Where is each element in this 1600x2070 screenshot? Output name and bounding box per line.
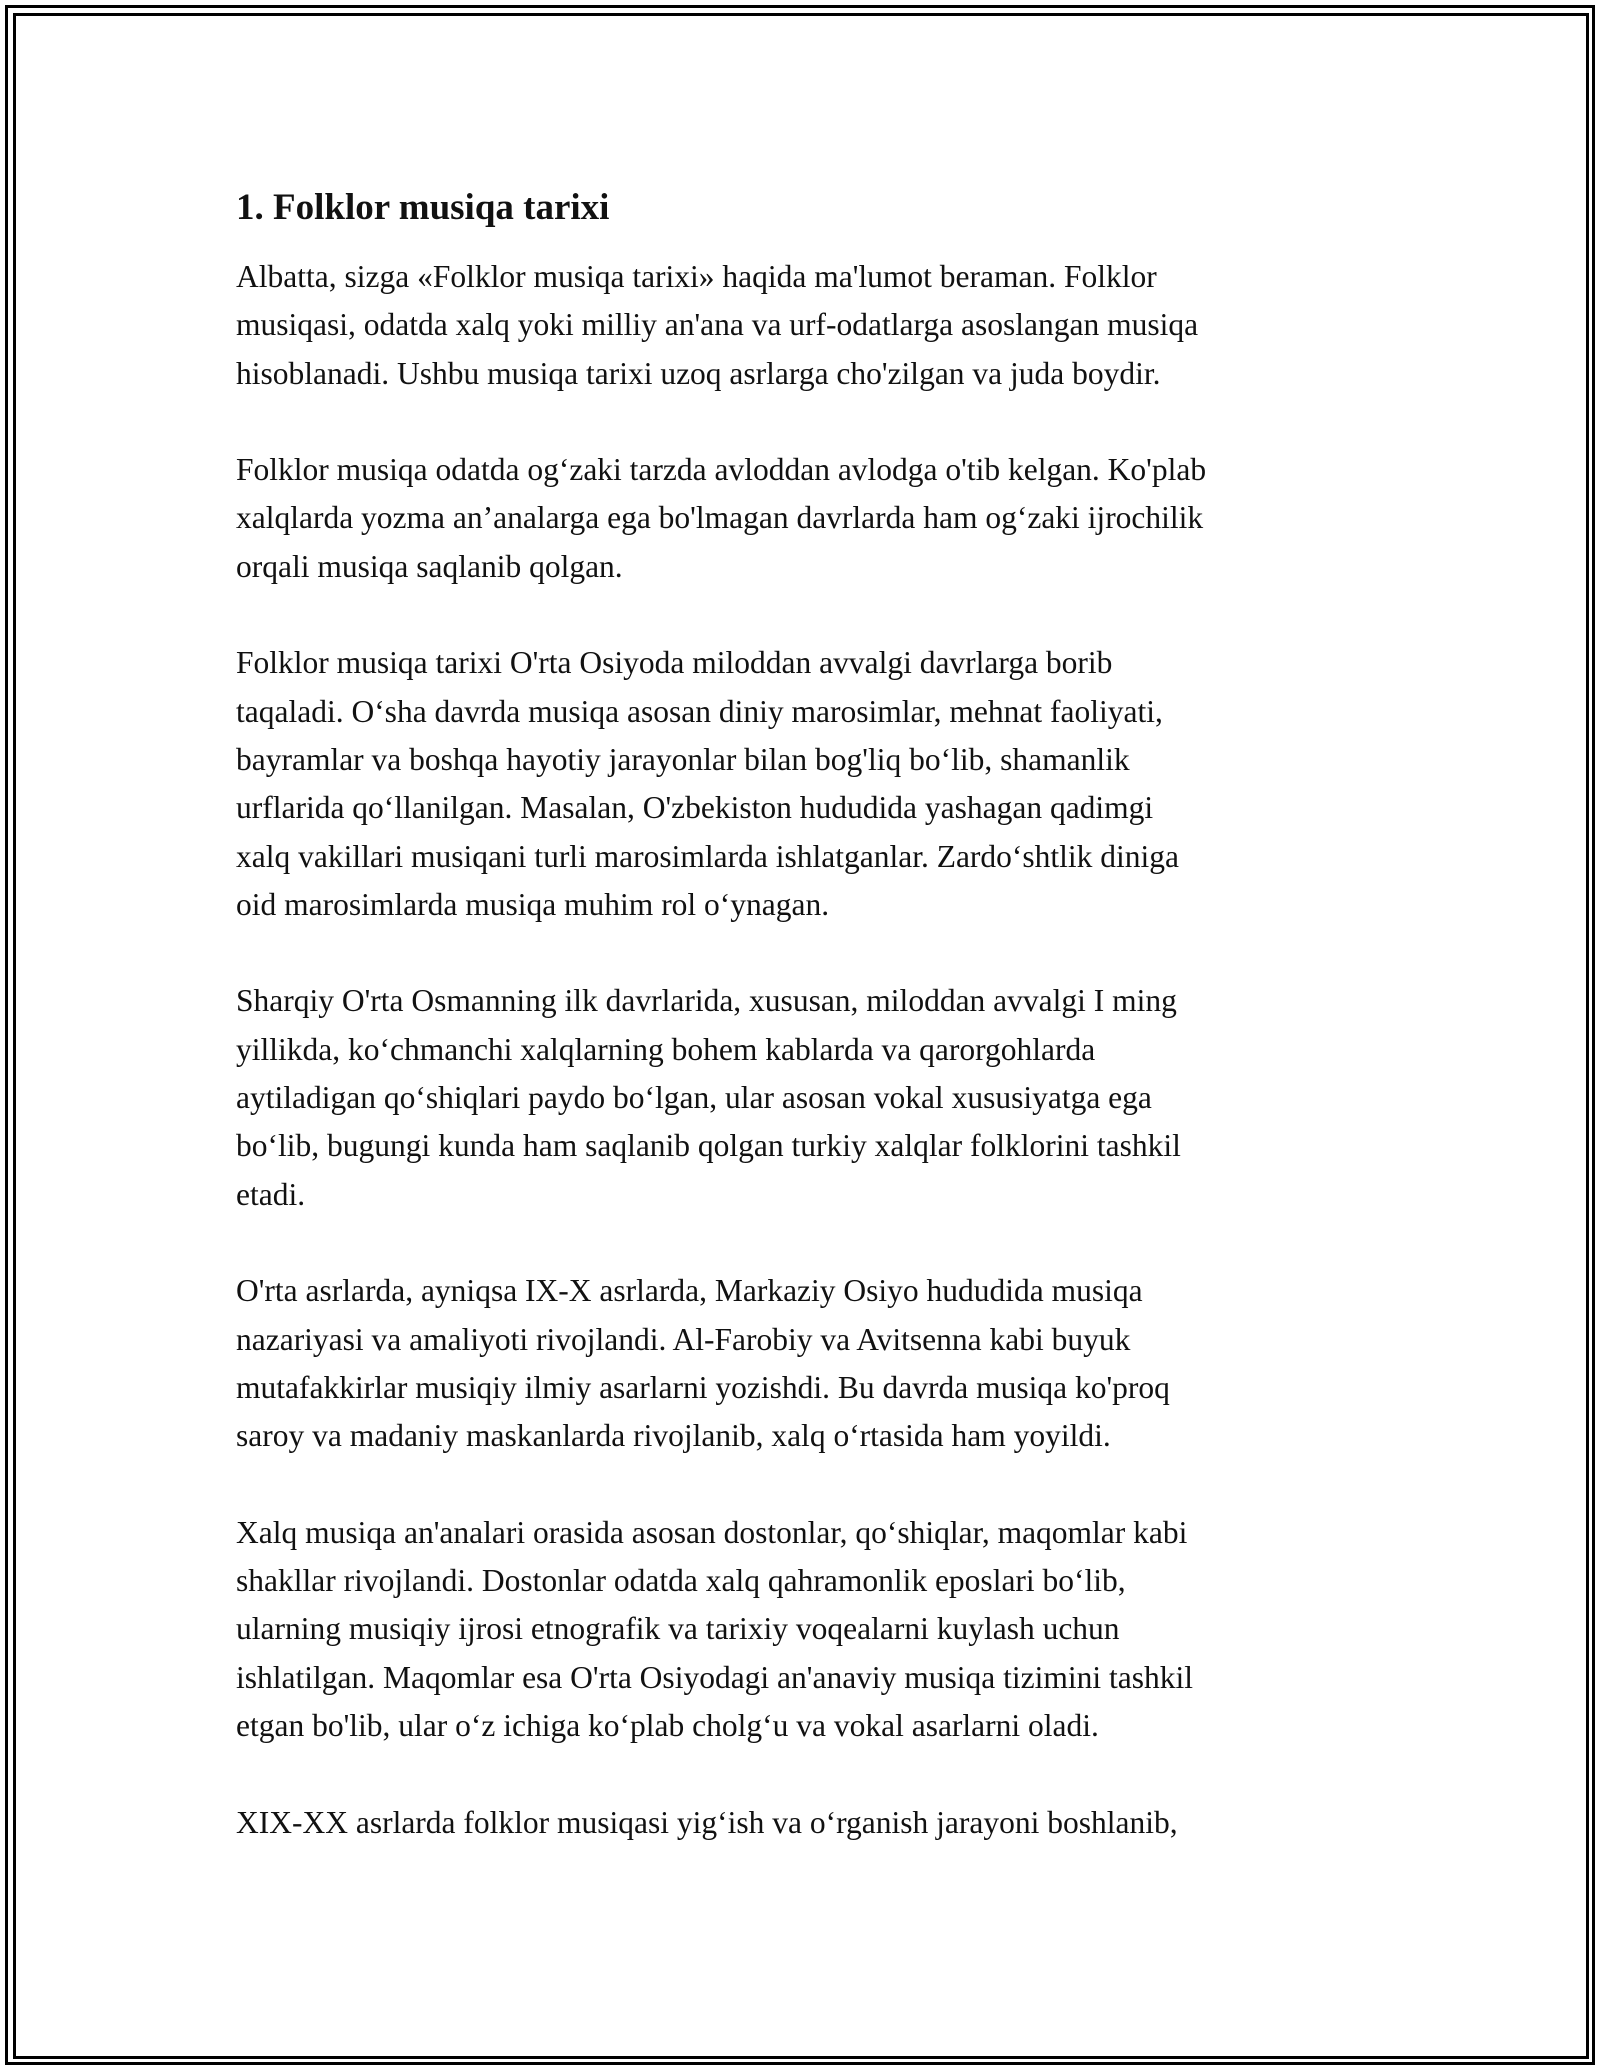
paragraph-line: nazariyasi va amaliyoti rivojlandi. Al-Farobiy va Avitsenna kabi buyuk <box>236 1321 1131 1357</box>
paragraph-oral-tradition <box>236 446 1396 591</box>
paragraph-line: Sharqiy O'rta Osmanning ilk davrlarida, xususan, miloddan avvalgi I ming <box>236 983 1177 1019</box>
paragraph-line: oid marosimlarda musiqa muhim rol oʻynagan. <box>236 886 830 922</box>
paragraph-line: aytiladigan qoʻshiqlari paydo boʻlgan, ular asosan vokal xususiyatga ega <box>236 1080 1152 1116</box>
paragraph-line: mutafakkirlar musiqiy ilmiy asarlarni yozishdi. Bu davrda musiqa ko'proq <box>236 1369 1170 1405</box>
paragraph-line: hisoblanadi. Ushbu musiqa tarixi uzoq asrlarga cho'zilgan va juda boydir. <box>236 355 1161 391</box>
paragraph-line: Folklor musiqa tarixi O'rta Osiyoda miloddan avvalgi davrlarga borib <box>236 645 1113 681</box>
paragraph-line: Folklor musiqa odatda ogʻzaki tarzda avloddan avlodga o'tib kelgan. Ko'plab <box>236 452 1207 488</box>
paragraph-line: musiqasi, odatda xalq yoki milliy an'ana va urf-odatlarga asoslangan musiqa <box>236 307 1199 343</box>
paragraph-line: saroy va madaniy maskanlarda rivojlanib, xalq oʻrtasida ham yoyildi. <box>236 1418 1111 1454</box>
document-body <box>236 185 1396 1895</box>
paragraph-line: etadi. <box>236 1176 306 1212</box>
paragraph-line: bayramlar va boshqa hayotiy jarayonlar bilan bog'liq boʻlib, shamanlik <box>236 741 1130 777</box>
paragraph-line: ishlatilgan. Maqomlar esa O'rta Osiyodagi an'anaviy musiqa tizimini tashkil <box>236 1659 1194 1695</box>
paragraph-line: boʻlib, bugungi kunda ham saqlanib qolgan turkiy xalqlar folklorini tashkil <box>236 1128 1181 1164</box>
paragraph-ancient-history <box>236 639 1396 929</box>
paragraph-middle-ages <box>236 1267 1396 1460</box>
paragraph-line: ularning musiqiy ijrosi etnografik va tarixiy voqealarni kuylash uchun <box>236 1611 1120 1647</box>
paragraph-line: taqaladi. Oʻsha davrda musiqa asosan diniy marosimlar, mehnat faoliyati, <box>236 693 1163 729</box>
paragraph-line: shakllar rivojlandi. Dostonlar odatda xalq qahramonlik eposlari boʻlib, <box>236 1563 1126 1599</box>
paragraph-nomadic-songs <box>236 977 1396 1218</box>
section-heading: 1. Folklor musiqa tarixi <box>236 187 610 228</box>
paragraph-line: xalq vakillari musiqani turli marosimlarda ishlatganlar. Zardoʻshtlik diniga <box>236 838 1180 874</box>
paragraph-folk-forms <box>236 1509 1396 1750</box>
paragraph-intro <box>236 253 1396 398</box>
paragraph-line: Albatta, sizga «Folklor musiqa tarixi» haqida ma'lumot beraman. Folklor <box>236 259 1157 294</box>
paragraph-line: XIX-XX asrlarda folklor musiqasi yigʻish va oʻrganish jarayoni boshlanib, <box>236 1804 1178 1840</box>
paragraph-modern-era <box>236 1799 1396 1847</box>
paragraph-line: orqali musiqa saqlanib qolgan. <box>236 548 623 584</box>
paragraph-line: xalqlarda yozma an’analarga ega bo'lmagan davrlarda ham ogʻzaki ijrochilik <box>236 500 1204 536</box>
paragraph-line: O'rta asrlarda, ayniqsa IX-X asrlarda, Markaziy Osiyo hududida musiqa <box>236 1273 1143 1309</box>
paragraph-line: Xalq musiqa an'analari orasida asosan dostonlar, qoʻshiqlar, maqomlar kabi <box>236 1514 1188 1550</box>
paragraph-line: urflarida qoʻllanilgan. Masalan, O'zbekiston hududida yashagan qadimgi <box>236 790 1154 826</box>
paragraph-line: yillikda, koʻchmanchi xalqlarning bohem kablarda va qarorgohlarda <box>236 1031 1096 1067</box>
paragraph-line: etgan bo'lib, ular oʻz ichiga koʻplab cholgʻu va vokal asarlarni oladi. <box>236 1707 1099 1743</box>
